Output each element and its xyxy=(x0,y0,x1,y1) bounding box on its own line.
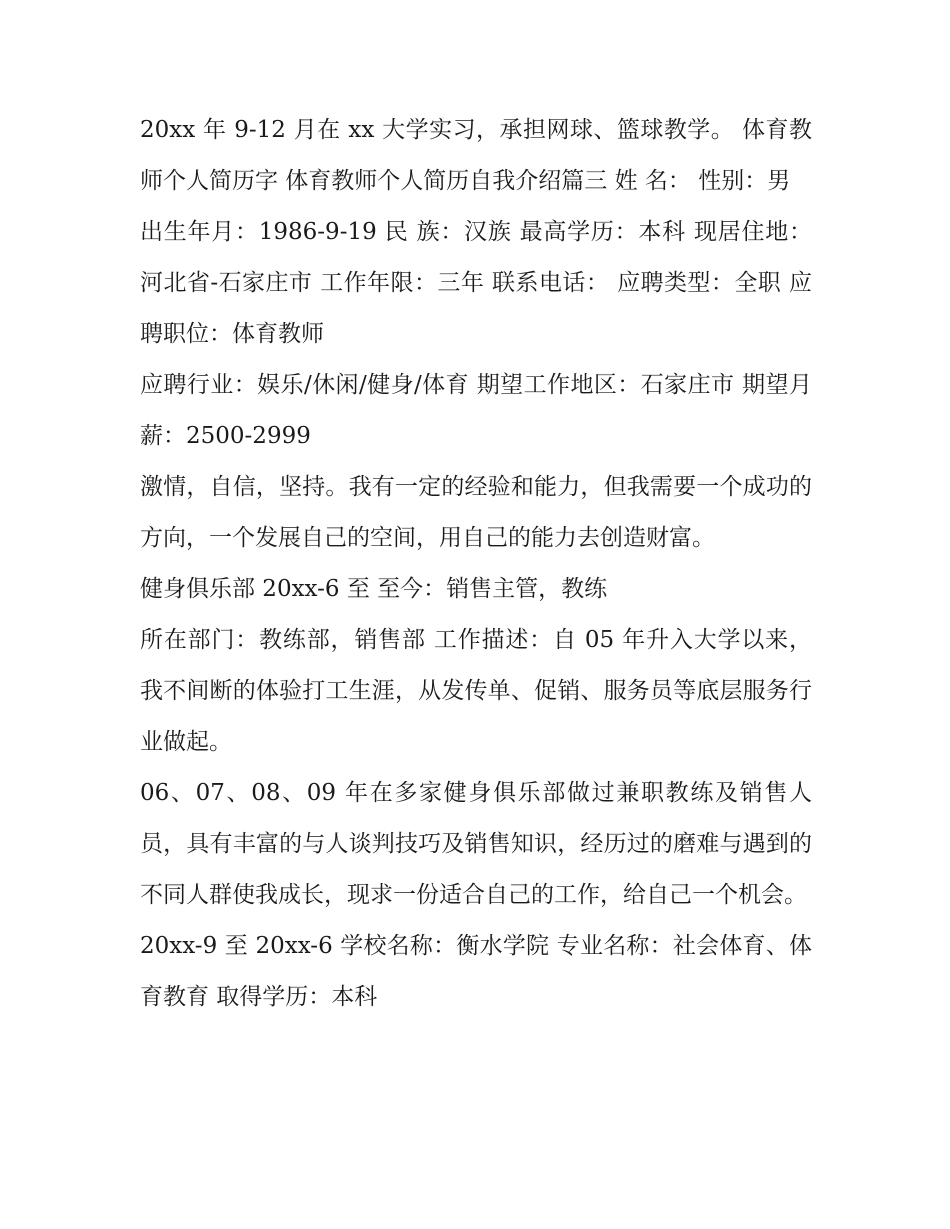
paragraph-personal-info: 出生年月：1986-9-19 民 族：汉族 最高学历：本科 现居住地：河北省-石家庄市 工作年限：三年 联系电话： 应聘类型：全职 应聘职位：体育教师 xyxy=(140,219,812,347)
paragraph-part-time-experience: 06、07、08、09 年在多家健身俱乐部做过兼职教练及销售人员，具有丰富的与人谈判技巧及销售知识，经历过的磨难与遇到的不同人群使我成长，现求一份适合自己的工作，给自己一个机会。 xyxy=(140,780,812,908)
paragraph-job-expectation: 应聘行业：娱乐/休闲/健身/体育 期望工作地区：石家庄市 期望月薪：2500-2999 xyxy=(140,372,812,449)
paragraph-internship-and-title: 20xx 年 9-12 月在 xx 大学实习，承担网球、篮球教学。 体育教师个人简历字 体育教师个人简历自我介绍篇三 姓 名： 性别：男 xyxy=(140,117,812,194)
paragraph-work-description: 所在部门：教练部，销售部 工作描述：自 05 年升入大学以来，我不间断的体验打工生涯，从发传单、促销、服务员等底层服务行业做起。 xyxy=(140,627,812,755)
document-body xyxy=(140,105,812,1023)
paragraph-self-evaluation: 激情，自信，坚持。我有一定的经验和能力，但我需要一个成功的方向，一个发展自己的空间，用自己的能力去创造财富。 xyxy=(140,474,812,551)
paragraph-education: 20xx-9 至 20xx-6 学校名称：衡水学院 专业名称：社会体育、体育教育 取得学历：本科 xyxy=(140,933,812,1010)
paragraph-work-experience-header: 健身俱乐部 20xx-6 至 至今：销售主管，教练 xyxy=(140,576,608,602)
